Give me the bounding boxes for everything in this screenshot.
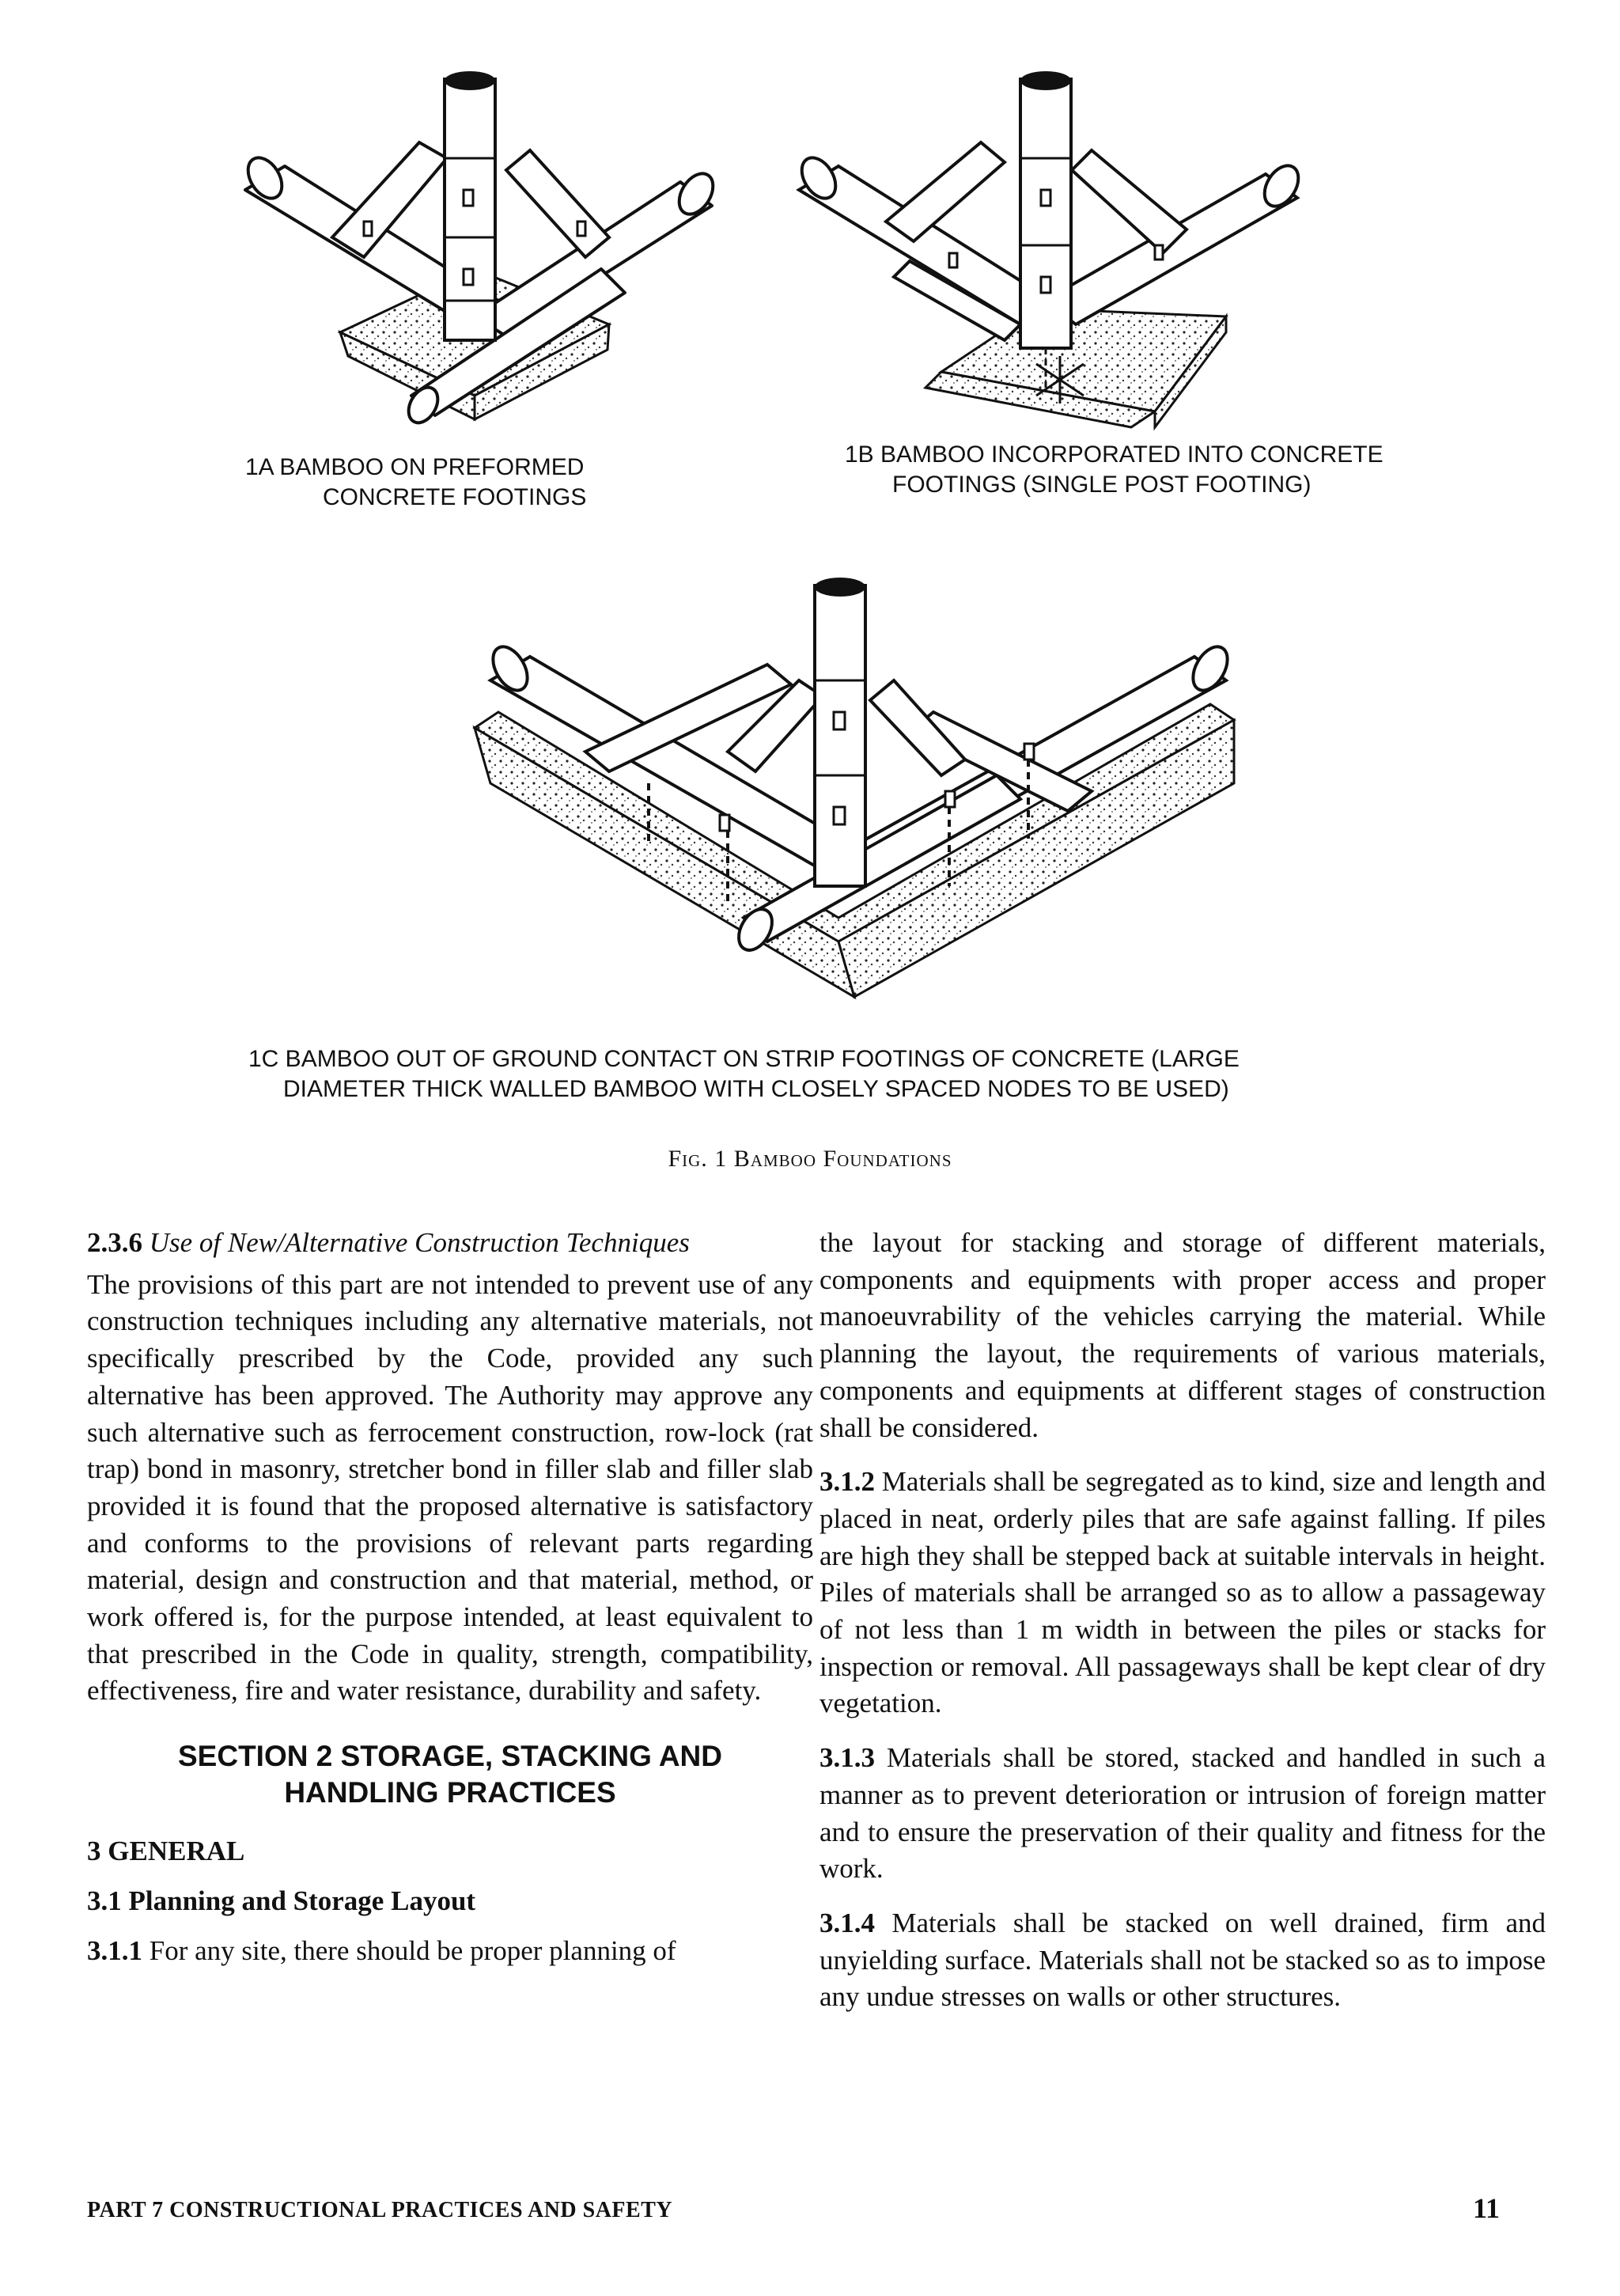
caption-1c-line1: 1C BAMBOO OUT OF GROUND CONTACT ON STRIP FOOTINGS OF CONCRETE (LARGE: [248, 1046, 1240, 1072]
caption-1c: [248, 1044, 1240, 1104]
clause-2-3-6-heading: [87, 1225, 813, 1262]
figure-1c-drawing: [443, 570, 1266, 1013]
caption-1b-line2: FOOTINGS (SINGLE POST FOOTING): [892, 472, 1312, 498]
page-number: 11: [1473, 2192, 1501, 2224]
clause-3-1-4-text: Materials shall be stacked on well drained, firm and unyielding surface. Materials shall not be stacked so as to impose any undue stresses on walls or other structures.: [819, 1907, 1546, 2013]
clause-3-1-4: [819, 1905, 1546, 2016]
caption-1a: [245, 453, 586, 513]
clause-3-1-3: [819, 1740, 1546, 1888]
section-2-heading-line1: SECTION 2 STORAGE, STACKING AND: [178, 1740, 722, 1773]
clause-3-1-3-text: Materials shall be stored, stacked and handled in such a manner as to prevent deterioration or intrusion of foreign matter and to ensure the preservation of their quality and fitness for the work.: [819, 1742, 1546, 1885]
clause-3-1-2-number: 3.1.2: [819, 1466, 875, 1498]
section-2-heading-line2: HANDLING PRACTICES: [284, 1776, 616, 1809]
clause-3-1-3-number: 3.1.3: [819, 1742, 875, 1774]
caption-1a-line1: 1A BAMBOO ON PREFORMED: [245, 454, 585, 480]
figure-1a-drawing: [237, 63, 744, 443]
footer-part-label: PART 7 CONSTRUCTIONAL PRACTICES AND SAFETY: [87, 2198, 673, 2222]
clause-3-1-1-start: [87, 1933, 813, 1970]
clause-2-3-6-number: 2.3.6: [87, 1227, 142, 1258]
left-column: [87, 1225, 813, 1987]
heading-3-general: 3 GENERAL: [87, 1836, 245, 1867]
caption-1a-line2: CONCRETE FOOTINGS: [323, 484, 587, 510]
clause-2-3-6-title: Use of New/Alternative Construction Techniques: [149, 1227, 690, 1258]
section-2-heading: [87, 1738, 813, 1811]
right-column: [819, 1225, 1546, 2033]
caption-1b: [845, 440, 1383, 500]
figure-title: Fig. 1 Bamboo Foundations: [668, 1146, 952, 1172]
clause-3-1-4-number: 3.1.4: [819, 1907, 875, 1938]
clause-3-1-2-text: Materials shall be segregated as to kind, size and length and placed in neat, orderly piles that are safe against falling. If piles are high they shall be stepped back at suitable intervals in height. Piles of materials shall be arranged so as to allow a passageway of not less than 1 m width in between the piles or stacks for inspection or removal. All passageways shall be kept clear of dry vegetation.: [819, 1466, 1546, 1719]
caption-1b-line1: 1B BAMBOO INCORPORATED INTO CONCRETE: [845, 441, 1383, 468]
clause-3-1-1-text-start: For any site, there should be proper planning of: [149, 1934, 676, 1966]
clause-3-1-1-continued: the layout for stacking and storage of different materials, components and equipments with proper access and proper manoeuvrability of the vehicles carrying the material. While planning the layout, the requirements of various materials, components and equipments at different stages of construction shall be considered.: [819, 1227, 1546, 1443]
figure-1b-drawing: [783, 63, 1321, 443]
caption-1c-line2: DIAMETER THICK WALLED BAMBOO WITH CLOSELY SPACED NODES TO BE USED): [283, 1076, 1229, 1102]
clause-3-1-1-number: 3.1.1: [87, 1934, 142, 1966]
heading-3-1: 3.1 Planning and Storage Layout: [87, 1885, 476, 1916]
clause-2-3-6-text: The provisions of this part are not intended to prevent use of any construction techniques including any alternative materials, not specifically prescribed by the Code, provided any such alternative has been approved. The Authority may approve any such alternative such as ferrocement construction, row-lock (rat trap) bond in masonry, stretcher bond in filler slab and filler slab provided it is found that the proposed alternative is satisfactory and conforms to the provisions of relevant parts regarding material, design and construction and that material, method, or work offered is, for the purpose intended, at least equivalent to that prescribed in the Code in quality, strength, compatibility, effectiveness, fire and water resistance, durability and safety.: [87, 1268, 813, 1707]
clause-3-1-2: [819, 1464, 1546, 1722]
